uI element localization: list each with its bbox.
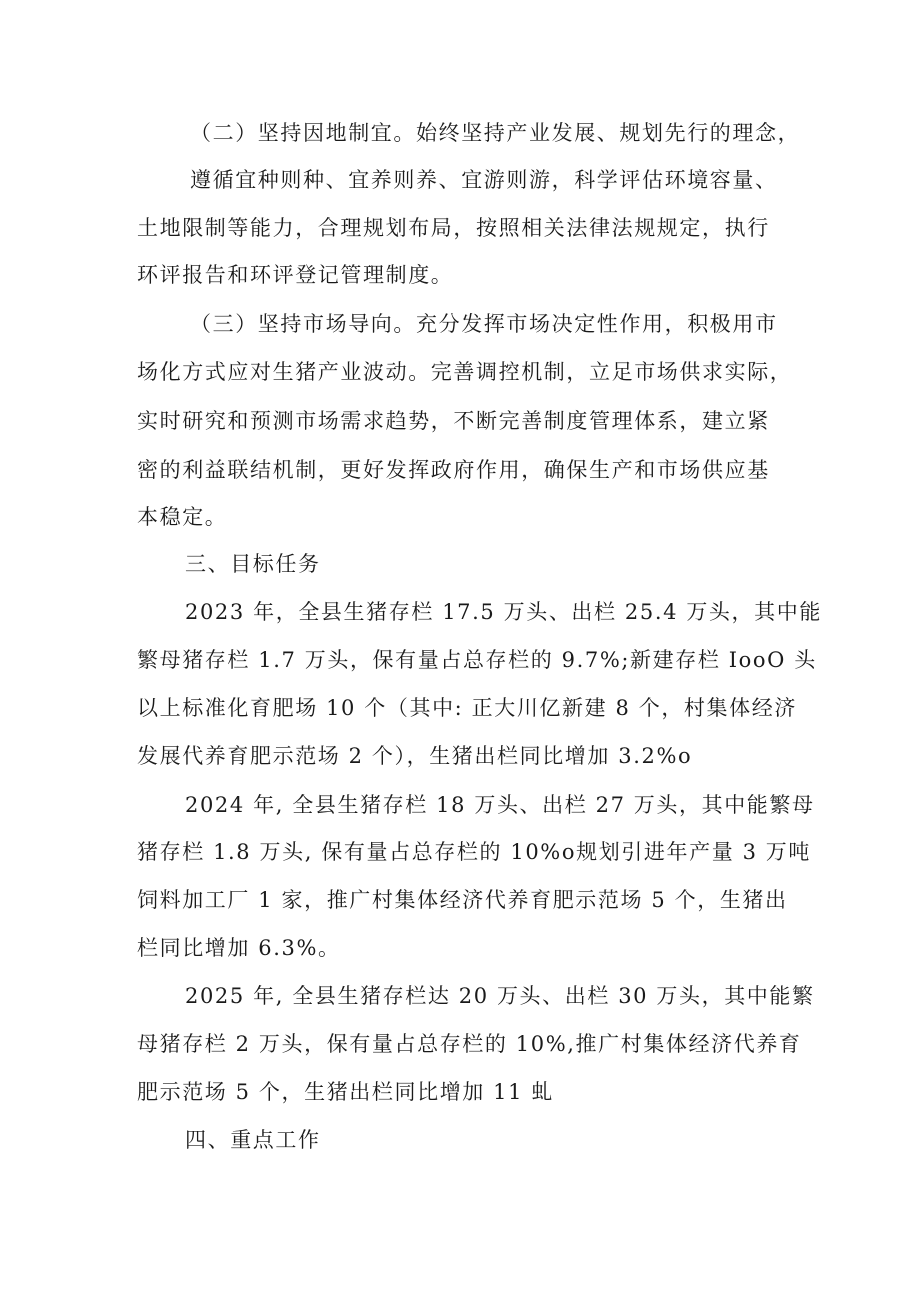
goal-2023-line-2: 繁母猪存栏 1.7 万头，保有量占总存栏的 9.7%;新建存栏 IooO 头 [137, 648, 817, 672]
goal-2025-line-1: 2025 年, 全县生猪存栏达 20 万头、出栏 30 万头，其中能繁 [185, 984, 815, 1008]
paragraph-2-line-1: （二）坚持因地制宜。始终坚持产业发展、规划先行的理念， [190, 121, 801, 145]
goal-2024-line-4: 栏同比增加 6.3%。 [137, 936, 341, 960]
goal-2023-line-3: 以上标准化育肥场 10 个（其中: 正大川亿新建 8 个，村集体经济 [137, 696, 797, 720]
paragraph-2-line-4: 环评报告和环评登记管理制度。 [137, 263, 454, 287]
paragraph-3-line-3: 实时研究和预测市场需求趋势，不断完善制度管理体系，建立紧 [137, 409, 770, 433]
section-heading-key-work: 四、重点工作 [185, 1128, 321, 1152]
goal-2024-line-1: 2024 年, 全县生猪存栏 18 万头、出栏 27 万头，其中能繁母 [185, 793, 815, 817]
paragraph-2-line-2: 遵循宜种则种、宜养则养、宜游则游，科学评估环境容量、 [190, 168, 778, 192]
goal-2024-line-2: 猪存栏 1.8 万头, 保有量占总存栏的 10%o规划引进年产量 3 万吨 [137, 840, 812, 864]
paragraph-3-line-2: 场化方式应对生猪产业波动。完善调控机制，立足市场供求实际， [137, 360, 793, 384]
goal-2024-line-3: 饲料加工厂 1 家，推广村集体经济代养育肥示范场 5 个，生猪出 [137, 888, 788, 912]
paragraph-2-line-3: 土地限制等能力，合理规划布局，按照相关法律法规规定，执行 [137, 216, 770, 240]
paragraph-3-line-4: 密的利益联结机制，更好发挥政府作用，确保生产和市场供应基 [137, 458, 770, 482]
goal-2025-line-2: 母猪存栏 2 万头，保有量占总存栏的 10%,推广村集体经济代养育 [137, 1032, 802, 1056]
section-heading-goals: 三、目标任务 [185, 552, 321, 576]
goal-2023-line-4: 发展代养育肥示范场 2 个），生猪出栏同比增加 3.2%o [137, 744, 693, 768]
goal-2025-line-3: 肥示范场 5 个，生猪出栏同比增加 11 虬 [137, 1080, 554, 1104]
goal-2023-line-1: 2023 年，全县生猪存栏 17.5 万头、出栏 25.4 万头，其中能 [185, 600, 822, 624]
paragraph-3-line-5: 本稳定。 [137, 505, 228, 529]
paragraph-3-line-1: （三）坚持市场导向。充分发挥市场决定性作用，积极用市 [190, 312, 778, 336]
